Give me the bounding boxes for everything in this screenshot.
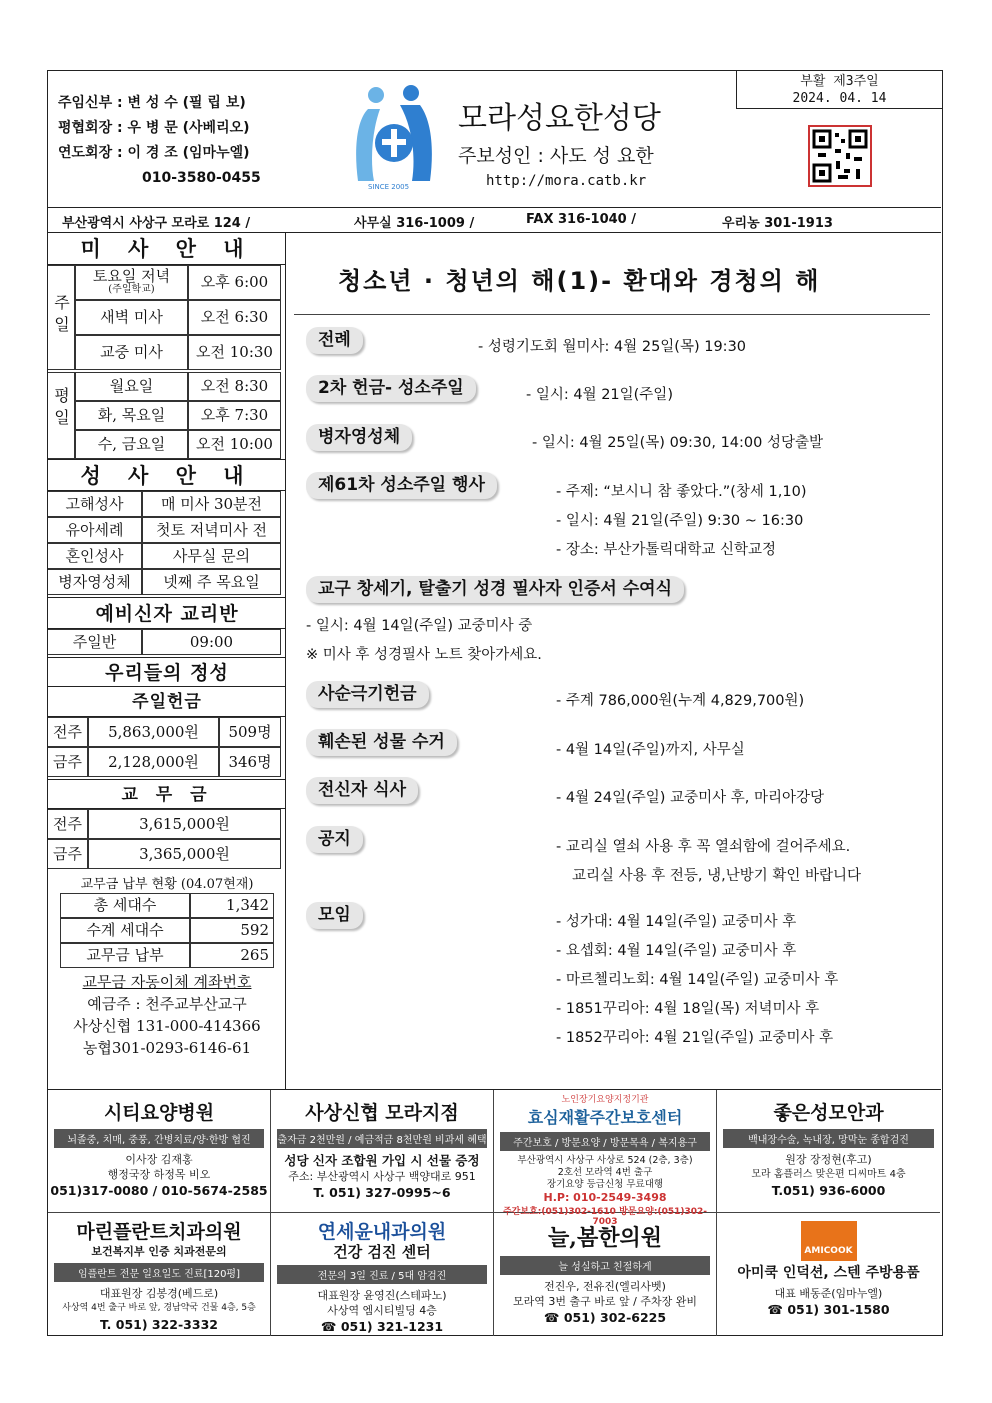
account-number-1: 사상신협 131-000-414366 [73,1017,261,1035]
section-line: - 일시: 4월 14일(주일) 교중미사 중 [306,618,533,634]
section-line: - 성령기도회 월미사: 4월 25일(목) 19:30 [478,339,747,355]
ad-band: 임플란트 전문 일요일도 진료[120평] [54,1263,264,1282]
section-label: 전신자 식사 [306,777,418,804]
ad-phone: 051)317-0080 / 010-5674-2585 [50,1183,268,1198]
offering-amount: 5,863,000원 [88,717,219,747]
section-label: 모임 [306,902,363,929]
weekday-mass-name: 수, 금요일 [75,430,188,459]
sacrament-value: 넷째 주 목요일 [142,569,281,595]
account-number-2: 농협301-0293-6146-61 [82,1039,252,1057]
sacrament-name: 혼인성사 [48,543,142,569]
weekday-mass-name: 월요일 [75,372,188,401]
offering-label: 금주 [48,747,88,777]
ad-line: 이사장 김재홍 [125,1153,193,1166]
council-line: 평협회장 : 우 병 문 (사베리오) [58,120,250,136]
ad-title: 시티요양병원 [103,1102,215,1124]
section-line: - 일시: 4월 21일(주일) [526,387,673,403]
ad-phone: 주간보호:(051)302-1610 방문요양:(051)302-7003 [502,1207,707,1227]
officers-block [58,91,261,191]
weekday-mass-name: 화, 목요일 [75,401,188,430]
main-title: 청소년 · 청년의 해(1)- 환대와 경청의 해 [338,267,821,295]
date-box [736,71,942,109]
account-title: 교무금 자동이체 계좌번호 [82,973,252,991]
ad-title: 아미쿡 인덕션, 스텐 주방용품 [737,1265,920,1281]
sacrament-value: 매 미사 30분전 [142,491,281,517]
ad-phone: H.P: 010-2549-3498 [543,1191,667,1204]
sunday-label-cell [48,265,75,370]
ad-band: 뇌졸중, 치매, 중풍, 간병치료/양·한방 협진 [54,1129,264,1148]
ad-band: 늘 성실하고 친절하게 [500,1256,710,1275]
ad-band: 출자금 2천만원 / 예금적금 8천만원 비과세 혜택 [277,1129,487,1148]
weekday-mass-time: 오전 10:00 [188,430,281,459]
section-line: - 마르첼리노회: 4월 14일(주일) 교중미사 후 [556,972,839,988]
ad-line: 건강 검진 센터 [333,1243,431,1261]
ad-line: 장기요양 등급신청 무료대행 [546,1179,664,1190]
sunday-label: 주일 [51,294,71,338]
pastor-line: 주임신부 : 변 성 수 (필 립 보) [58,95,246,111]
dues-label: 금주 [48,839,88,869]
section-label: 공지 [306,826,363,853]
sacrament-value: 첫토 저녁미사 전 [142,517,281,543]
dues-status-value: 592 [190,918,274,943]
section-line: - 4월 14일(주일)까지, 사무실 [556,742,745,758]
ad-title: 마린플란트치과의원 [76,1221,242,1243]
section-line: - 교리실 열쇠 사용 후 꼭 열쇠함에 걸어주세요. [556,839,851,855]
dues-status-heading: 교무금 납부 현황 (04.07현재) [80,877,254,892]
dues-status-value: 1,342 [190,893,274,918]
offering-heading: 우리들의 정성 [48,657,286,687]
dues-amount: 3,615,000원 [88,809,281,839]
mass-name: 새벽 미사 [75,300,188,335]
ad-title: 좋은성모안과 [773,1102,884,1124]
section-line: - 장소: 부산가톨릭대학교 신학교정 [556,542,777,558]
dues-label: 전주 [48,809,88,839]
section-line: ※ 미사 후 성경필사 노트 찾아가세요. [306,647,542,663]
section-line: - 일시: 4월 21일(주일) 9:30 ~ 16:30 [556,513,804,529]
dues-status-value: 265 [190,943,274,968]
ad-neulbom-clinic[interactable] [494,1213,717,1336]
ad-line: 모라역 3번 출구 바로 앞 / 주차장 완비 [513,1295,697,1308]
ad-top-note: 노인장기요양지정기관 [561,1095,649,1105]
sacrament-name: 고해성사 [48,491,142,517]
farm-phone: 우리농 301-1913 [722,216,833,231]
amicook-logo-text: AMICOOK [804,1246,853,1256]
parish-name: 모라성요한성당 [458,101,661,136]
section-line: - 성가대: 4월 14일(주일) 교중미사 후 [556,914,797,930]
offering-label: 전주 [48,717,88,747]
section-line: 교리실 사용 후 전등, 냉,난방기 확인 바랍니다 [572,868,861,884]
weekday-label: 평일 [51,387,71,431]
section-label: 제61차 성소주일 행사 [306,472,497,499]
ad-line: 대표 배동준(임마누엘) [774,1287,883,1300]
mass-row [75,265,188,300]
ad-amicook[interactable] [717,1213,940,1336]
ad-band: 백내장수술, 녹내장, 망막눈 종합검진 [723,1129,934,1148]
catechumen-label: 주일반 [48,629,142,655]
weekday-mass-time: 오전 8:30 [188,372,281,401]
mass-time: 오후 6:00 [188,265,281,300]
ads-grid [48,1089,941,1335]
ad-line: 행정국장 하정목 비오 [107,1168,211,1181]
ad-phone: T.051) 936-6000 [771,1183,886,1198]
section-line: - 4월 24일(주일) 교중미사 후, 마리아강당 [556,790,824,806]
offering-count: 346명 [219,747,281,777]
section-label: 전례 [306,327,363,354]
account-block [48,971,286,1059]
section-line: - 1851꾸리아: 4월 18일(목) 저녁미사 후 [556,1001,820,1017]
section-label: 사순극기헌금 [306,681,429,708]
offering-count: 509명 [219,717,281,747]
fax: FAX 316-1040 / [526,212,636,227]
qr-code-icon[interactable] [808,125,872,187]
account-holder: 예금주 : 천주교부산교구 [87,995,247,1013]
section-label: 병자영성체 [306,424,412,451]
ad-line: 성당 신자 조합원 가입 시 선물 증정 [284,1153,480,1168]
address-bar [48,207,941,233]
sacrament-name: 유아세례 [48,517,142,543]
ad-line: 대표원장 윤영진(스테파노) [317,1289,447,1302]
ad-line: 2호선 모라역 4번 출구 [557,1167,653,1178]
ad-line: 모라 홈플러스 맞은편 디씨마트 4층 [751,1169,906,1180]
sacrament-value: 사무실 문의 [142,543,281,569]
ad-line: 부산광역시 사상구 사상로 524 (2층, 3층) [517,1155,693,1166]
ad-line: 보건복지부 인증 치과전문의 [91,1245,227,1258]
ad-city-hospital[interactable] [48,1090,271,1213]
ad-line: 주소: 부산광역시 사상구 백양대로 951 [288,1170,476,1183]
weekday-mass-time: 오후 7:30 [188,401,281,430]
section-label: 교구 창세기, 탈출기 성경 필사자 인증서 수여식 [306,576,684,603]
section-line: - 1852꾸리아: 4월 21일(주일) 교중미사 후 [556,1030,834,1046]
offering-amount: 2,128,000원 [88,747,219,777]
mass-note: (주일학교) [108,284,155,295]
office-phone: 사무실 316-1009 / [354,216,475,231]
ad-line: 대표원장 김봉경(베드로) [99,1287,219,1300]
catechumen-time: 09:00 [142,629,281,655]
ad-line: 사상역 엠시티빌딩 4층 [327,1304,437,1317]
liturgical-week: 부활 제3주일 [800,74,879,89]
bulletin-date: 2024. 04. 14 [792,91,887,106]
mass-name: 교중 미사 [75,335,188,370]
mass-heading: 미 사 안 내 [48,233,286,265]
ad-line: 전진우, 전유진(엘리사벳) [544,1280,666,1293]
ad-band: 전문의 3일 진료 / 5대 암검진 [277,1265,487,1284]
logo-since: SINCE 2005 [368,183,410,191]
ad-line: 사상역 4번 출구 바로 앞, 경남약국 건물 4층, 5층 [62,1303,256,1313]
patron-saint: 주보성인 : 사도 성 요한 [458,145,654,167]
ad-hyosim-center[interactable] [494,1090,717,1227]
ad-good-eye-clinic[interactable] [717,1090,940,1213]
ad-title: 효심재활주간보호센터 [527,1108,683,1127]
parish-logo [346,81,446,196]
left-column [48,233,286,1089]
section-line: - 일시: 4월 25일(목) 09:30, 14:00 성당출발 [532,435,824,451]
dues-status-label: 총 세대수 [60,893,190,918]
phone-line: 010-3580-0455 [142,170,261,186]
sacrament-name: 병자영성체 [48,569,142,595]
catechumen-heading: 예비신자 교리반 [48,597,286,629]
dues-status-label: 수계 세대수 [60,918,190,943]
address: 부산광역시 사상구 모라로 124 / [62,216,251,231]
ad-phone: ☎ 051) 302-6225 [543,1310,667,1325]
ad-title: 연세윤내과의원 [317,1221,447,1243]
section-label: 2차 헌금- 성소주일 [306,375,476,402]
mass-name: 토요일 저녁 [92,267,171,285]
ad-marine-dental[interactable] [48,1213,271,1336]
weekday-label-cell [48,372,75,459]
ad-yonsei-clinic[interactable] [271,1213,494,1336]
ad-phone: ☎ 051) 301-1580 [767,1302,890,1317]
section-line: - 주제: “보시니 참 좋았다.”(창세 1,10) [556,484,807,500]
dues-heading: 교 무 금 [48,779,286,809]
section-line: - 요셉회: 4월 14일(주일) 교중미사 후 [556,943,797,959]
ad-sasang-credit[interactable] [271,1090,494,1213]
ad-band: 주간보호 / 방문요양 / 방문목욕 / 복지용구 [500,1132,710,1151]
ad-phone: ☎ 051) 321-1231 [320,1319,444,1334]
bulletin-frame [47,70,943,1336]
ad-title: 사상신협 모라지점 [305,1102,459,1124]
section-line: - 주계 786,000원(누계 4,829,700원) [556,693,805,709]
dues-amount: 3,365,000원 [88,839,281,869]
sunday-offering-heading: 주일헌금 [48,687,286,717]
sacrament-heading: 성 사 안 내 [48,459,286,491]
mass-time: 오전 6:30 [188,300,281,335]
parish-url[interactable]: http://mora.catb.kr [486,173,647,189]
ad-phone: T. 051) 327-0995~6 [313,1185,451,1200]
legion-line: 연도회장 : 이 경 조 (임마누엘) [58,145,250,161]
ad-title: 늘,봄한의원 [548,1225,662,1251]
ad-line: 원장 장정현(후고) [785,1153,872,1166]
mass-time: 오전 10:30 [188,335,281,370]
section-label: 훼손된 성물 수거 [306,729,457,756]
ad-phone: T. 051) 322-3332 [100,1317,218,1332]
title-divider [294,314,930,315]
amicook-logo-icon [801,1221,857,1261]
dues-status-label: 교무금 납부 [60,943,190,968]
